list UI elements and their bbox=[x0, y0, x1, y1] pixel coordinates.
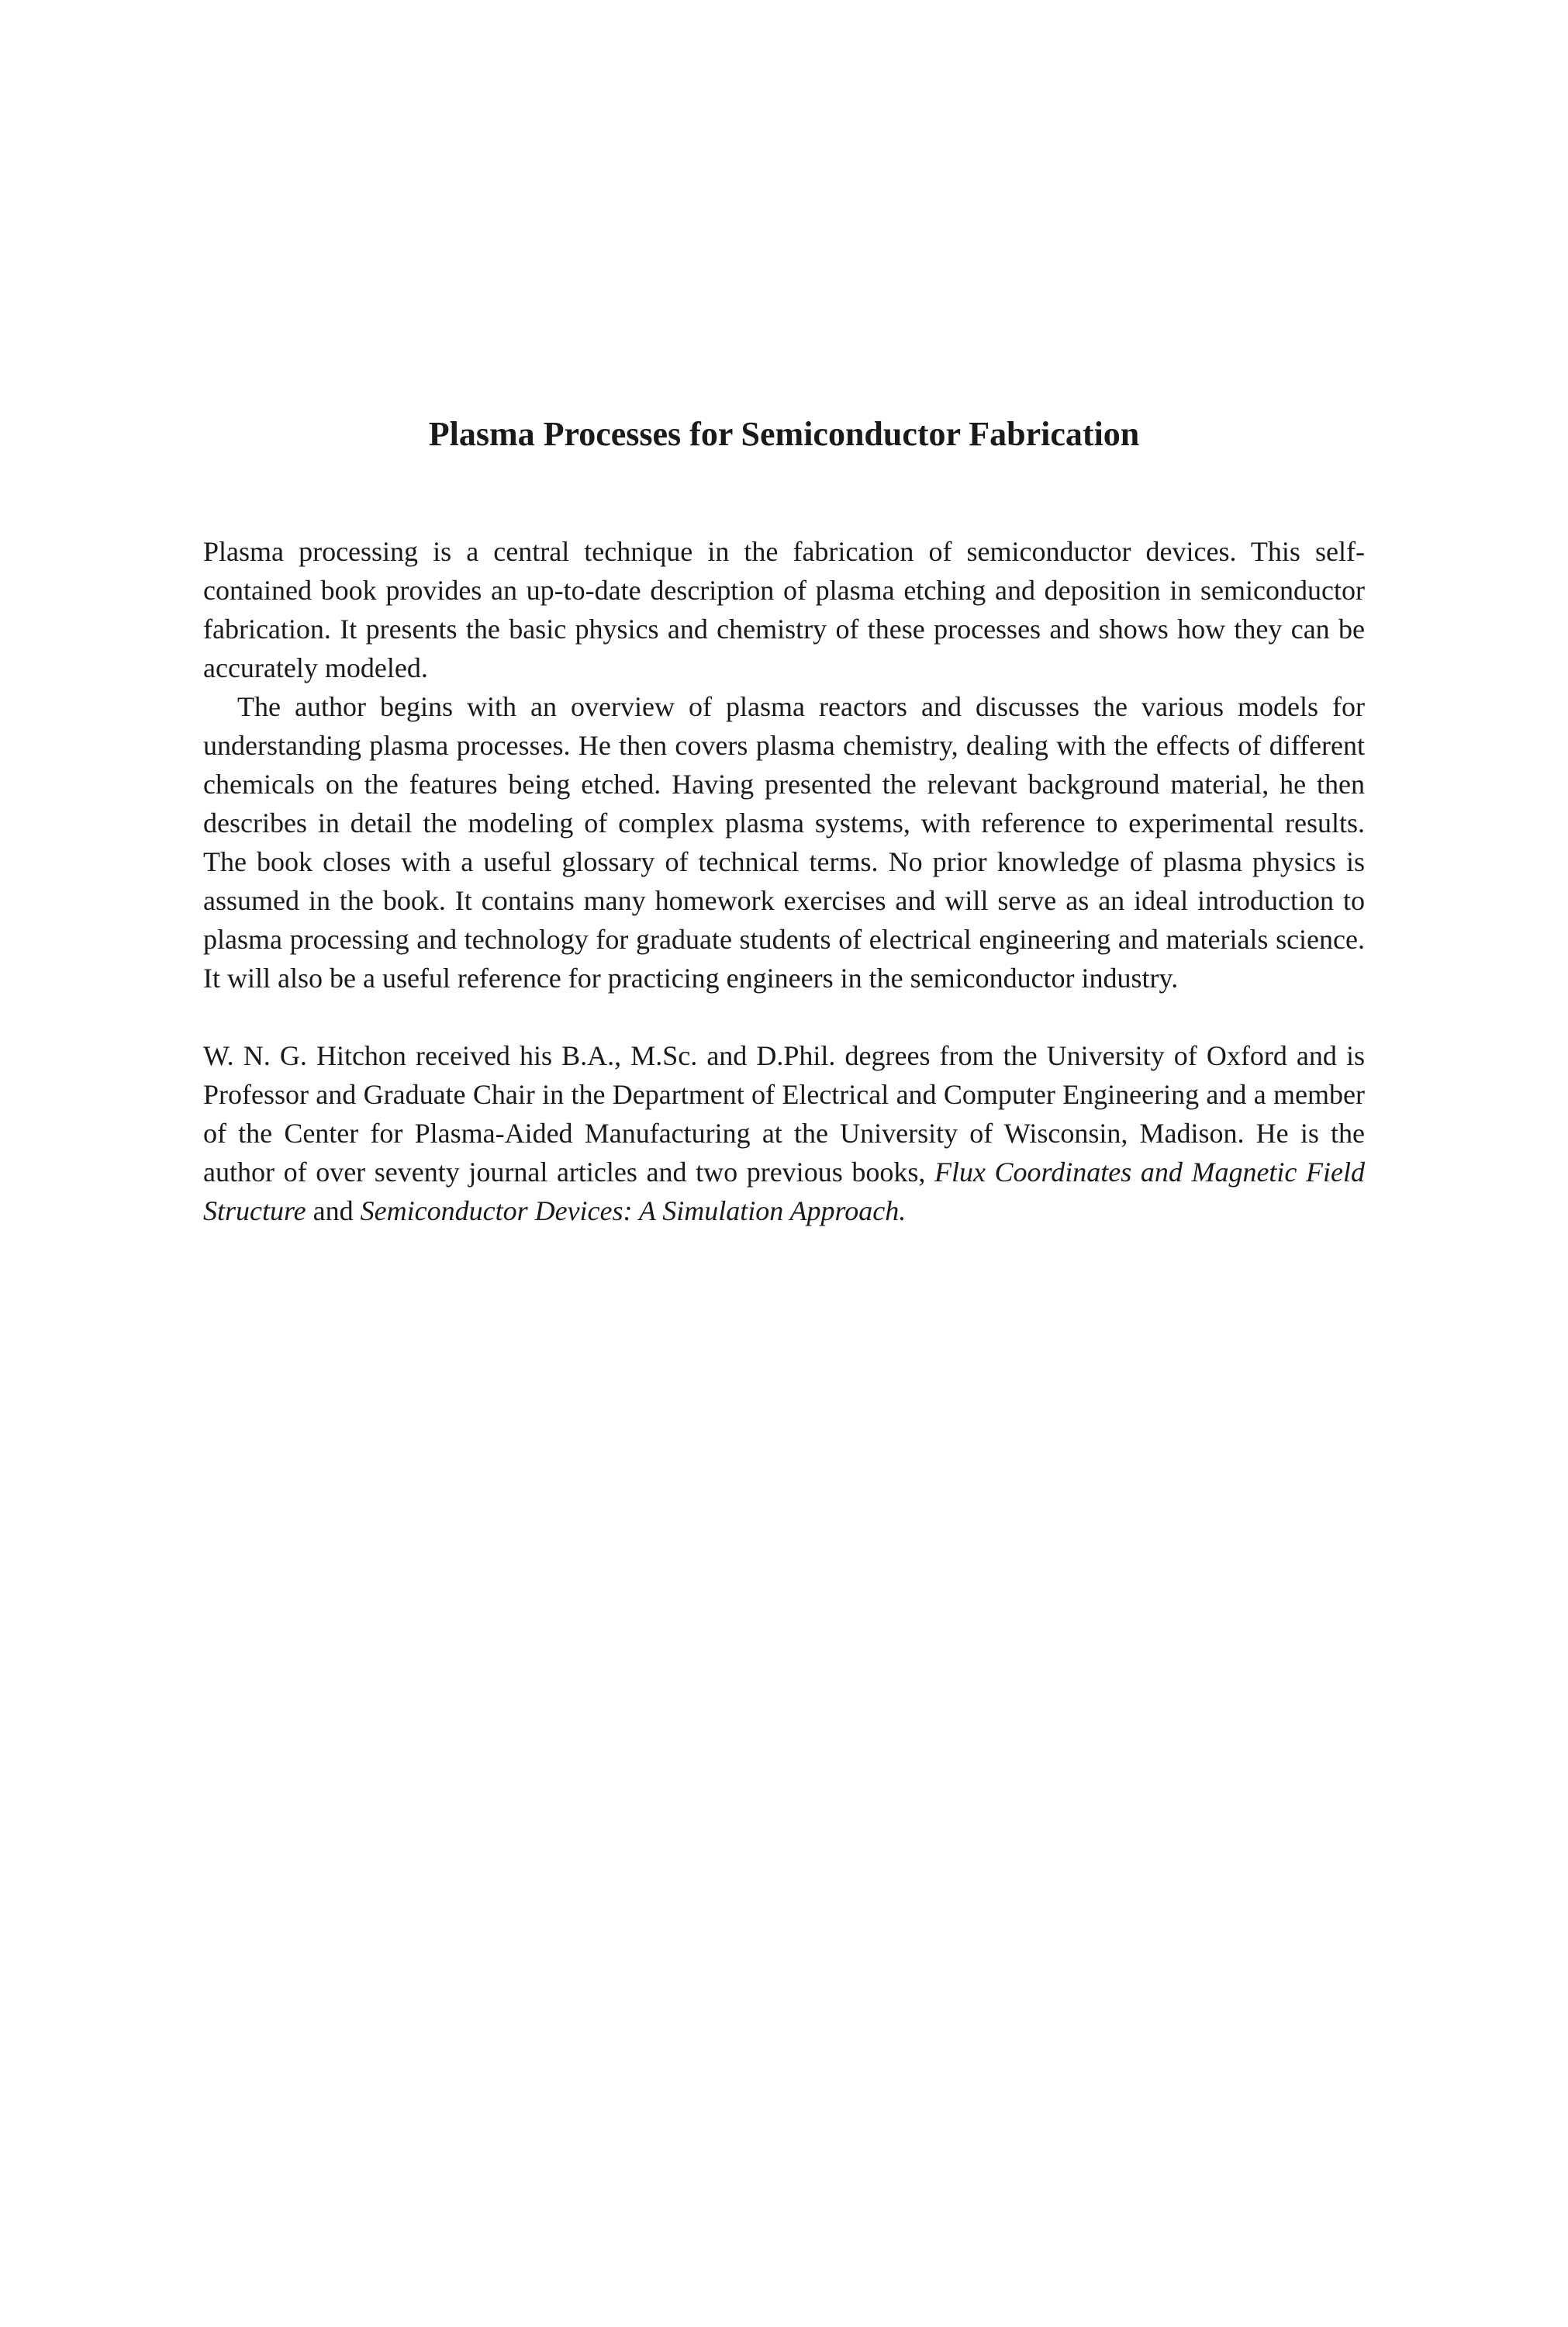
bio-text-1: W. N. G. Hitchon received his B.A., M.Sc. and D.Phil. degrees from the University of Oxford and is Professor and Graduate Chair in the Department of Electrical and Computer Engineering and a member of the Center for Plasma-Aided Manufacturing at the University of Wisconsin, Madison. He is the author of over seventy journal articles and two previous books, bbox=[203, 1040, 1365, 1188]
author-bio bbox=[203, 1036, 1365, 1230]
page-content bbox=[203, 411, 1365, 1230]
page-title: Plasma Processes for Semiconductor Fabrication bbox=[428, 415, 1140, 453]
book-title-1: Flux Coordinates and Magnetic Field Structure bbox=[203, 1157, 1365, 1226]
bio-text-2: and bbox=[306, 1195, 361, 1226]
description-paragraph-2: The author begins with an overview of plasma reactors and discusses the various models for understanding plasma processes. He then covers plasma chemistry, dealing with the effects of different chemicals on the features being etched. Having presented the relevant background material, he then describes in detail the modeling of complex plasma systems, with reference to experimental results. The book closes with a useful glossary of technical terms. No prior knowledge of plasma physics is assumed in the book. It contains many homework exercises and will serve as an ideal introduction to plasma processing and technology for graduate students of electrical engineering and materials science. It will also be a useful reference for practicing engineers in the semiconductor industry. bbox=[203, 691, 1365, 994]
description-paragraph-1: Plasma processing is a central technique in the fabrication of semiconductor devices. This self-contained book provides an up-to-date description of plasma etching and deposition in semiconductor fabrication. It presents the basic physics and chemistry of these processes and shows how they can be accurately modeled. bbox=[203, 536, 1365, 683]
book-title-2: Semiconductor Devices: A Simulation Approach. bbox=[360, 1195, 907, 1226]
